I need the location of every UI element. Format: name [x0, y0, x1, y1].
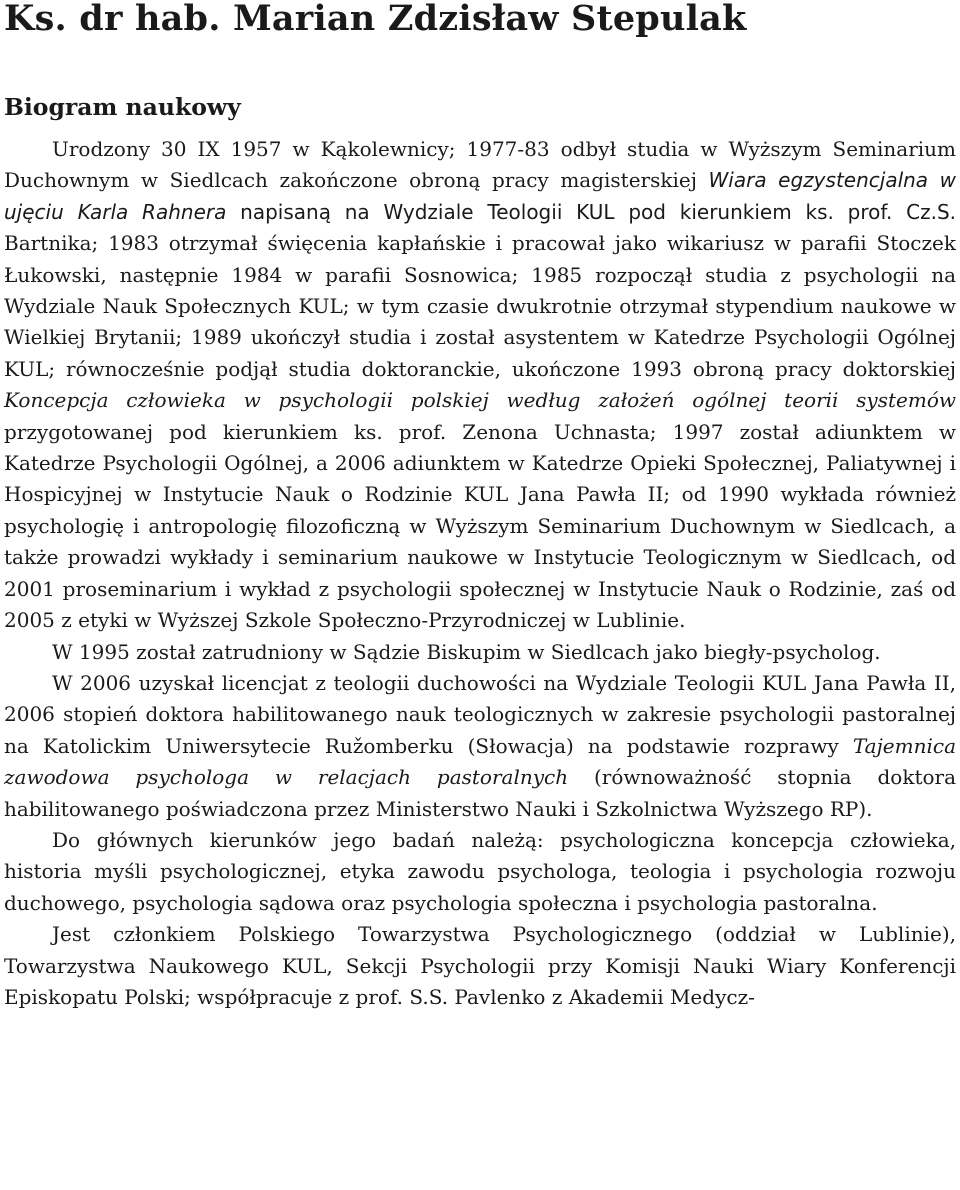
paragraph-text: W 2006 uzyskał licencjat z teologii duchowości na Wydziale Teologii KUL Jana Pawła II, 2006 stopień doktora habilitowanego nauk teologicznych w zakresie psychologii pastoralnej na Katolickim Uniwersytecie Ružomberku (Słowacja) na podstawie rozprawy [4, 670, 956, 758]
paragraph-text: przygotowanej pod kierunkiem ks. prof. Zenona Uchnasta; 1997 został adiunktem w Katedrze Psychologii Ogólnej, a 2006 adiunktem w Katedrze Opieki Społecznej, Paliatywnej i Hospicyjnej w Instytucie Nauk o Rodzinie KUL Jana Pawła II; od 1990 wykłada również psychologię i antropologię filozoficzną w Wyższym Seminarium Duchownym w Siedlcach, a także prowadzi wykłady i seminarium naukowe w Instytucie Teologicznym w Siedlcach, od 2001 proseminarium i wykład z psychologii społecznej w Instytucie Nauk o Rodzinie, zaś od 2005 z etyki w Wyższej Szkole Społeczno-Przyrodniczej w Lublinie. [4, 419, 956, 633]
document-title: Ks. dr hab. Marian Zdzisław Stepulak [4, 0, 747, 39]
paragraph-text: Bartnika; 1983 otrzymał święcenia kapłańskie i pracował jako wikariusz w parafii Stoczek Łukowski, następnie 1984 w parafii Sosnowica; 1985 rozpoczął studia z psychologii na Wydziale Nauk Społecznych KUL; w tym czasie dwukrotnie otrzymał stypendium naukowe w Wielkiej Brytanii; 1989 ukończył studia i został asystentem w Katedrze Psychologii Ogólnej KUL; równocześnie podjął studia doktoranckie, ukończone 1993 obroną pracy doktorskiej [4, 231, 956, 381]
paragraph-text: (równoważność stopnia doktora habilitowanego poświadczona przez Ministerstwo Nauki i Szkolnictwa Wyższego RP). [4, 765, 957, 821]
paragraph-research-areas: Do głównych kierunków jego badań należą: psychologiczna koncepcja człowieka, historia myśli psychologicznej, etyka zawodu psychologa, teologia i psychologia rozwoju duchowego, psychologia sądowa oraz psychologia społeczna i psychologia pastoralna. [4, 827, 956, 915]
paragraph-habilitation [4, 668, 956, 825]
section-heading: Biogram naukowy [4, 93, 241, 121]
paragraph-text: napisaną na Wydziale Teologii KUL pod kierunkiem ks. prof. Cz.S. [226, 199, 956, 224]
paragraph-text: Urodzony 30 IX 1957 w Kąkolewnicy; 1977-83 odbył studia w Wyższym Seminarium Duchownym w Siedlcach zakończone obroną pracy magisterskiej [4, 137, 956, 193]
paragraph-memberships: Jest członkiem Polskiego Towarzystwa Psychologicznego (oddział w Lublinie), Towarzystwa Naukowego KUL, Sekcji Psychologii przy Komisji Nauki Wiary Konferencji Episkopatu Polski; współpracuje z prof. S.S. Pavlenko z Akademii Medycz- [4, 922, 956, 1009]
paragraph-court-expert: W 1995 został zatrudniony w Sądzie Biskupim w Siedlcach jako biegły-psycholog. [52, 639, 881, 664]
habilitation-title: Tajemnica zawodowa psychologa w relacjach pastoralnych [4, 733, 956, 790]
paragraph-education-career [4, 134, 956, 637]
dissertation-title: Koncepcja człowieka w psychologii polskiej według założeń ogólnej teorii systemów [4, 388, 956, 413]
thesis-title: Wiara egzystencjalna w ujęciu Karla Rahnera [4, 168, 957, 224]
